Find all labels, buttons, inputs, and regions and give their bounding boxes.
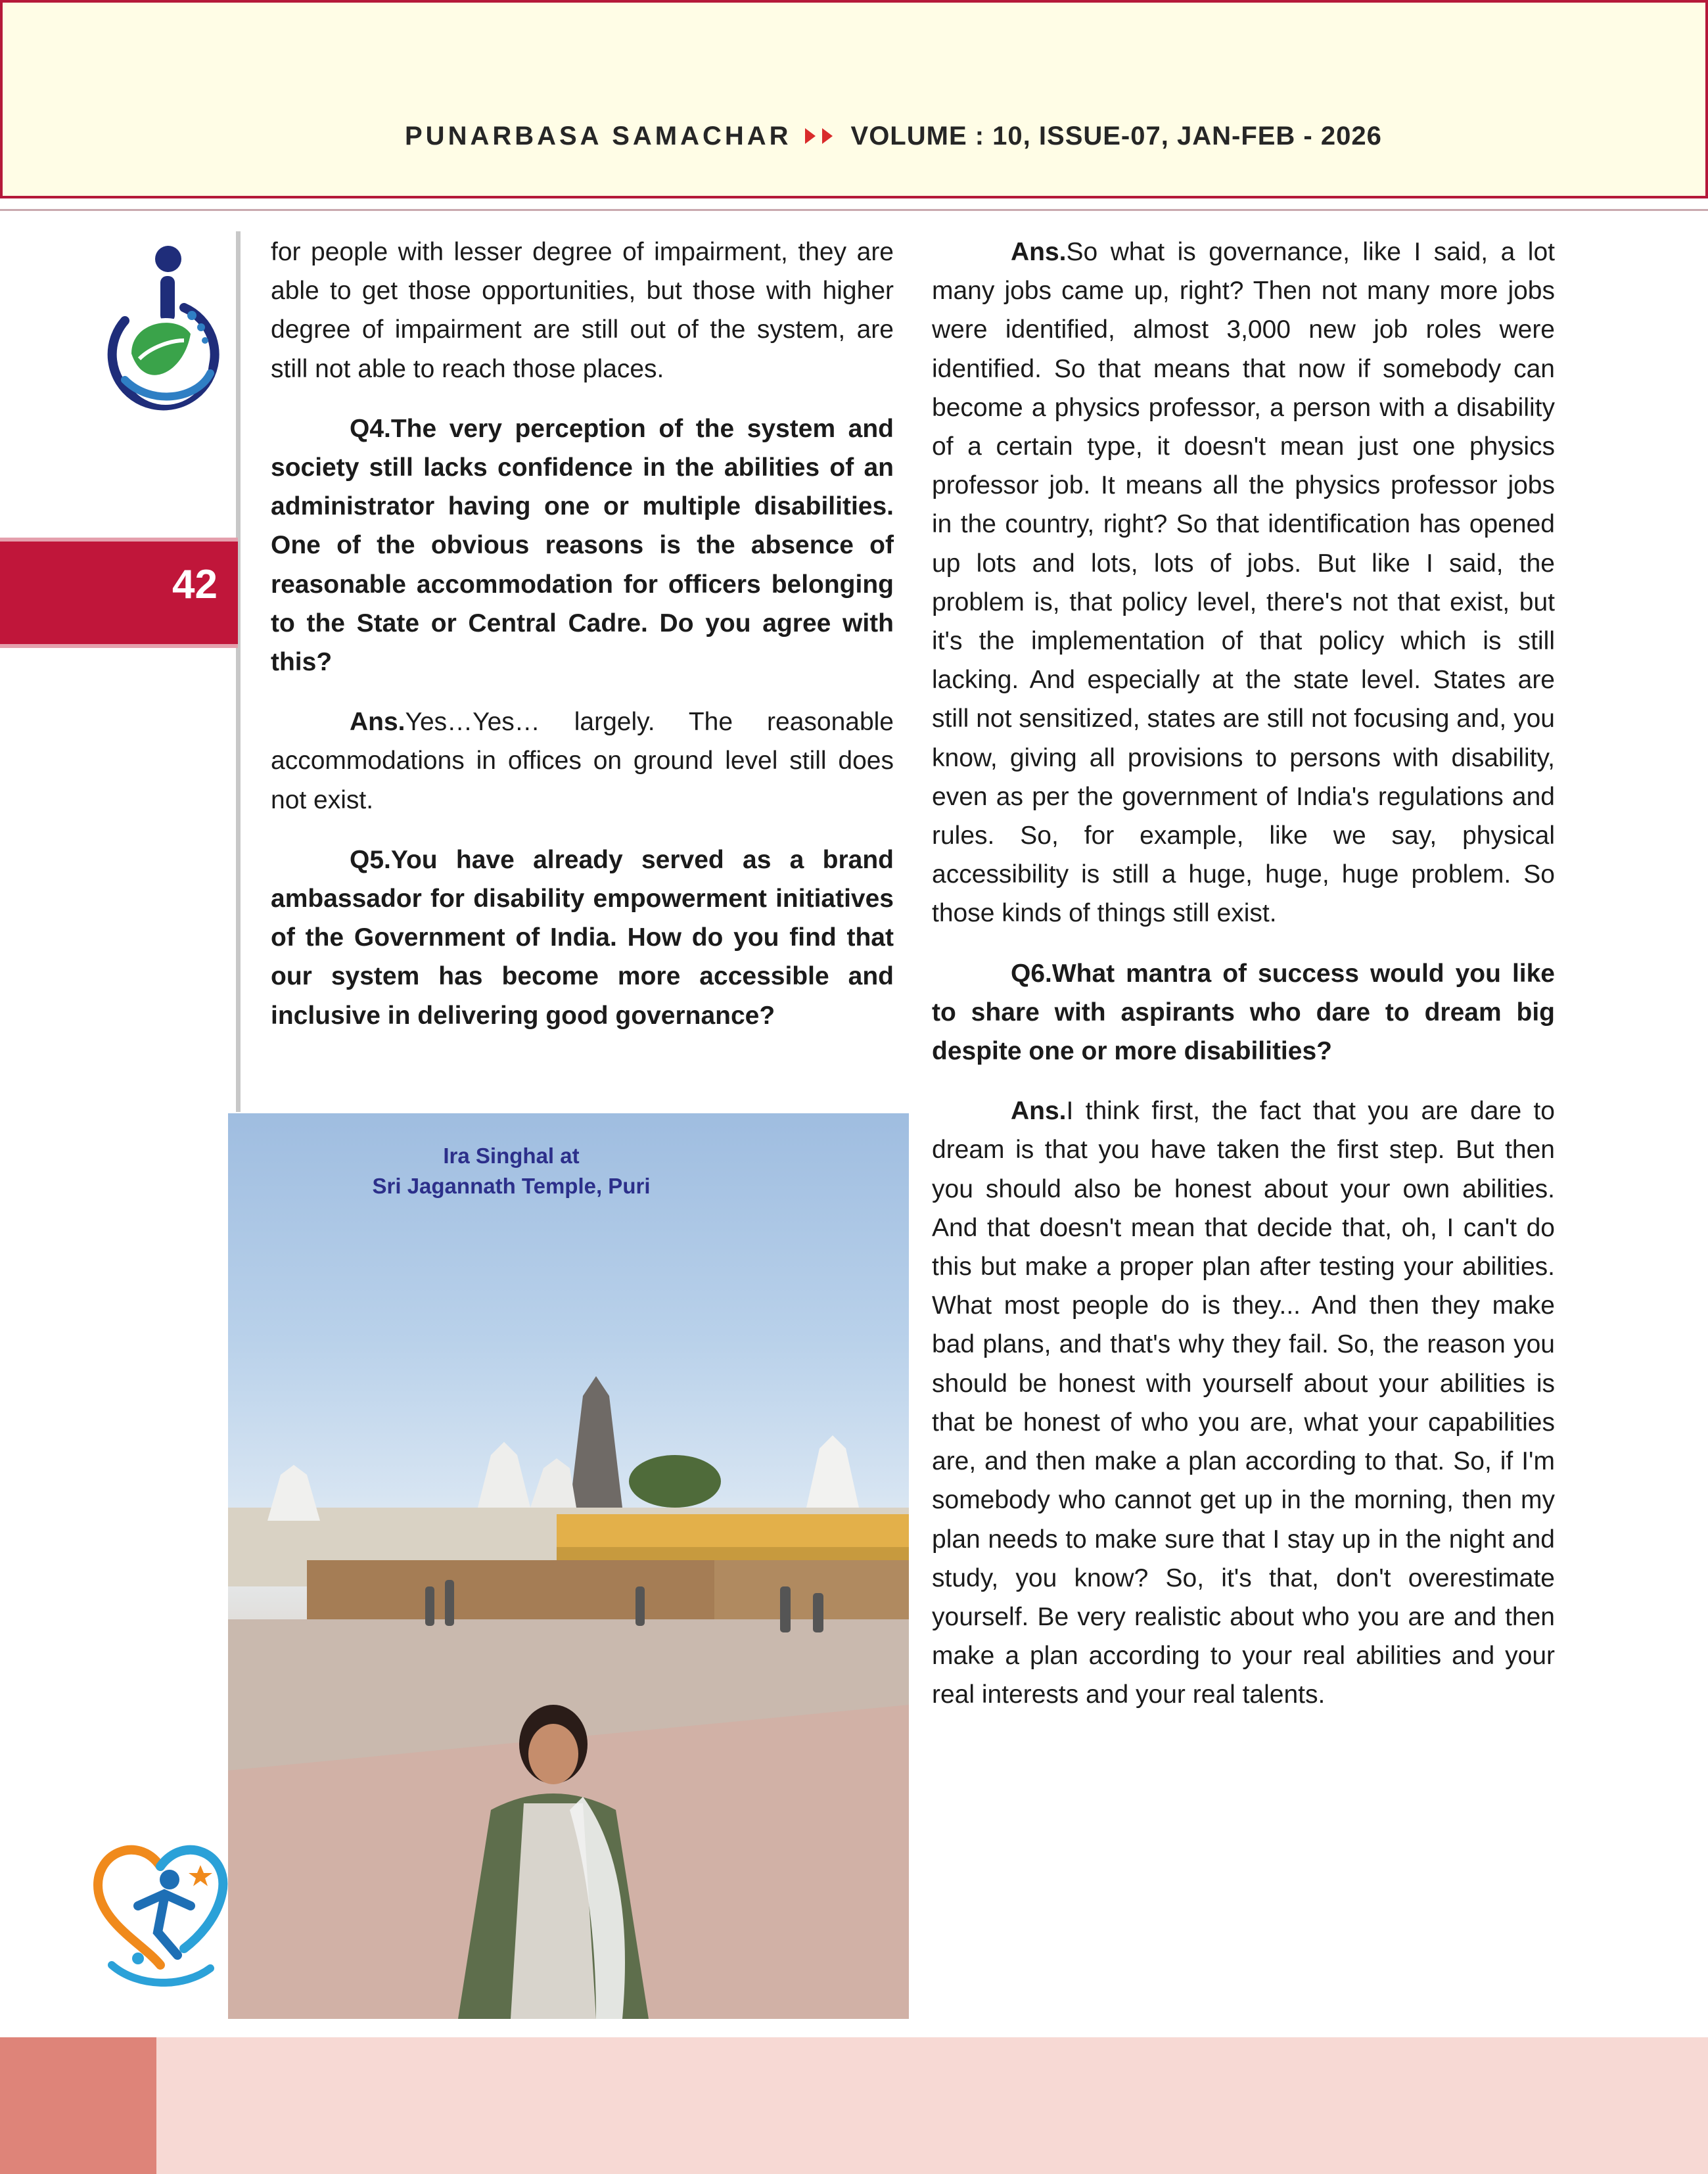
accessibility-heart-logo-icon: [92, 1840, 230, 1991]
photo-caption: [228, 1141, 795, 1201]
answer-q4: [271, 703, 894, 820]
caption-line: Ira Singhal at: [443, 1144, 580, 1168]
answer-label: Ans.: [350, 708, 405, 737]
answer-label: Ans.: [1011, 1097, 1067, 1126]
disability-emblem-icon: [105, 242, 223, 426]
footer-accent: [0, 2037, 156, 2174]
temple-photo: [228, 1113, 909, 2019]
header-divider: [0, 209, 1708, 211]
answer-q6: [932, 1092, 1555, 1714]
margin-rule: [236, 231, 241, 1112]
issue-info: VOLUME : 10, ISSUE-07, JAN-FEB - 2026: [850, 121, 1382, 150]
right-column: [932, 233, 1555, 1736]
question-text: Q5.You have already served as a brand ambassador for disability empowerment initiatives of the Government of India. How do you find that our system has become more accessible and inclusive in delivering good governance?: [271, 845, 894, 1030]
answer-q5: [932, 233, 1555, 933]
question-q4: [271, 409, 894, 682]
publication-name: PUNARBASA SAMACHAR: [405, 121, 792, 150]
paragraph-text: for people with lesser degree of impairment, they are able to get those opportunities, but those with higher degree of impairment are still out of the system, are still not able to reach those places.: [271, 238, 894, 383]
paragraph: [271, 233, 894, 388]
answer-text: I think first, the fact that you are dare to dream is that you have taken the first step. But then you should also be honest about your own abilities. And that doesn't mean that decide that, oh, I can't do this but make a proper plan after testing your abilities. What most people do is they... And then they make bad plans, and that's why they fail. So, the reason you should be honest with yourself about your abilities is that be honest of who you are, what your capabilities are, and then make a plan according to that. So, if I'm somebody who cannot get up in the morning, then my plan needs to make sure that I stay up in the night and study, you know? So, it's that, don't overestimate yourself. Be very realistic about who you are and then make a plan according to your real abilities and your real interests and your real talents.: [932, 1097, 1555, 1709]
temple-scene-illustration: [228, 1113, 909, 2019]
page-header: [0, 0, 1708, 198]
question-text: Q6.What mantra of success would you like to share with aspirants who dare to dream big despite one or more disabilities?: [932, 959, 1555, 1066]
left-column: [271, 233, 894, 1056]
answer-text: So what is governance, like I said, a lot many jobs came up, right? Then not many more jobs were identified, almost 3,000 new job roles were identified. So that means that now if somebody can become a physics professor, a person with a disability of a certain type, it doesn't mean just one physics professor job. It means all the physics professor jobs in the country, right? So that identification has opened up lots and lots, lots of jobs. But like I said, the problem is, that policy level, there's not that exist, but it's the implementation of that policy which is still lacking. And especially at the state level. States are still not sensitized, states are still not focusing and, you know, giving all provisions to persons with disability, even as per the government of India's regulations and rules. So, for example, like we say, physical accessibility is still a huge, huge, huge problem. So those kinds of things still exist.: [932, 238, 1555, 928]
question-q6: [932, 954, 1555, 1071]
caption-line: Sri Jagannath Temple, Puri: [372, 1174, 651, 1198]
double-arrow-icon: [805, 128, 833, 144]
footer-band: [0, 2037, 1708, 2174]
question-text: Q4.The very perception of the system and society still lacks confidence in the abilities of an administrator having one or multiple disabilities. One of the obvious reasons is the absence of reasonable accommodation for officers belonging to the State or Central Cadre. Do you agree with this?: [271, 414, 894, 677]
page-number: 42: [172, 562, 218, 607]
question-q5: [271, 841, 894, 1035]
header-line: [405, 118, 1382, 154]
answer-label: Ans.: [1011, 238, 1067, 266]
answer-text: Yes…Yes… largely. The reasonable accommodations in offices on ground level still does not exist.: [271, 708, 894, 814]
